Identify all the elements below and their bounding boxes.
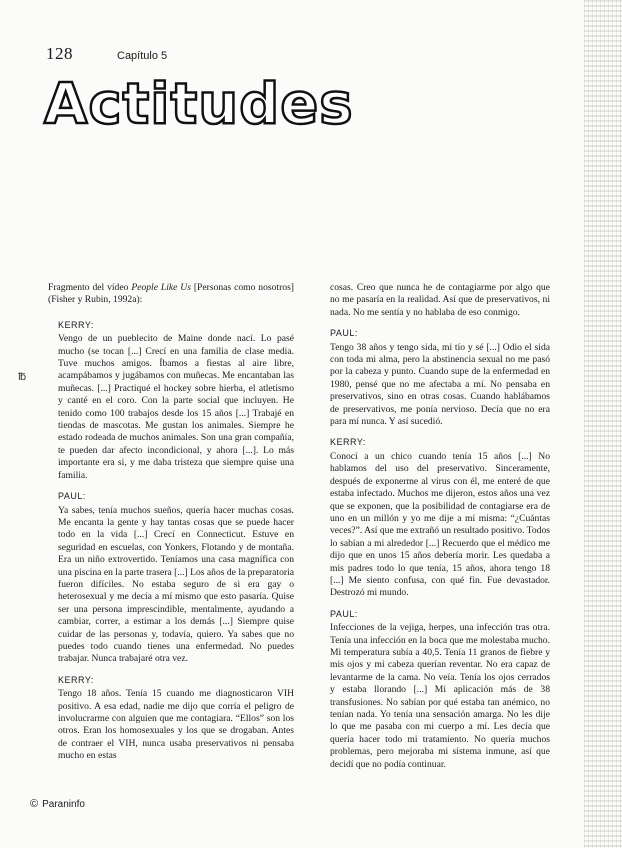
speaker-label: KERRY: bbox=[58, 319, 94, 330]
chapter-label: Capítulo 5 bbox=[117, 50, 168, 62]
page-title: Actitudes bbox=[44, 72, 354, 137]
right-column bbox=[330, 282, 550, 775]
speech-paragraph: cosas. Creo que nunca he de contagiarme por algo que no me pasaría en la realidad. Así que de preservativos, ni nada. No me sentía y no hablaba de eso conmigo. bbox=[330, 282, 550, 318]
page-number: 128 bbox=[46, 44, 73, 63]
publisher-name: Paraninfo bbox=[42, 798, 85, 810]
speaker-label: PAUL: bbox=[330, 608, 358, 619]
speaker-label: KERRY: bbox=[330, 437, 366, 448]
margin-mark-icon: ℔ bbox=[18, 372, 27, 383]
intro-text-before: Fragmento del vídeo bbox=[48, 282, 132, 293]
speaker-label: PAUL: bbox=[58, 491, 86, 502]
speech-paragraph: Ya sabes, tenía muchos sueños, quería hacer muchas cosas. Me encanta la gente y hay tantas cosas que se puede hacer todo en la vida [...] Crecí en Connecticut. Estuve en seguridad en escuelas, con Yonkers, Flotando y de montaña. Era un niño extrovertido. Teníamos una casa magnífica con una piscina en la parte trasera [...] Los años de la preparatoria fueron difíciles. No estaba seguro de si era gay o heterosexual y me decía a mí mismo que esto pasaría. Quise ser una persona imprescindible, mentalmente, ayudando a cambiar, correr, a estimar a los demás [...] Siempre quise cuidar de las personas y, todavía, quiero. Ya sabes que no puedes todo cuando tienes una enfermedad. No puedes trabajar. Nunca trabajaré otra vez. bbox=[58, 504, 295, 665]
intro-paragraph bbox=[48, 282, 294, 307]
page-footer bbox=[30, 798, 85, 810]
left-column bbox=[48, 282, 295, 767]
speech-paragraph: Tengo 18 años. Tenía 15 cuando me diagnosticaron VIH positivo. A esa edad, nadie me dijo que corría el peligro de involucrarme con alguien que me contagiara. “Ellos” son los otros. Eran los homosexuales y los que se drogaban. Antes de contraer el VIH, nunca usaba preservativos ni pensaba mucho en estas bbox=[58, 688, 294, 762]
speech-paragraph: Vengo de un pueblecito de Maine donde nací. Lo pasé mucho (se tocan [...] Crecí en una familia de clase media. Tuve muchos amigos. Íbamos a fiestas al aire libre, acampábamos y jugábamos con muñecas. Me encantaban las muñecas. [...] Practiqué el hockey sobre hierba, el atletismo y canté en el coro. Con la parte social que incluyen. He tenido como 100 trabajos desde los 15 años [...] Trabajé en tiendas de mascotas. Me gustan los animales. Siempre he estado rodeada de muchos animales. Son una gran compañía, te pueden dar afecto incondicional, y ahora [...]. Lo más importante era si, y me daba tristeza que siempre quise una familia. bbox=[58, 333, 294, 481]
page-edge-shadow bbox=[584, 0, 622, 848]
speaker-label: PAUL: bbox=[330, 328, 358, 339]
intro-text-after: [Personas como nosotros] (Fisher y Rubin, 1992a): bbox=[48, 282, 294, 306]
page-header bbox=[46, 44, 167, 64]
film-title: People Like Us bbox=[131, 282, 191, 293]
speech-paragraph: Conocí a un chico cuando tenía 15 años [...] No hablamos del uso del preservativo. Sinceramente, después de exponerme al virus con él, me enteré de que estaba infectado. Muchos me dijeron, estos años una vez que se exponen, que la posibilidad de contagiarse era de uno en un millón y yo me dije a mí misma: “¿Cuántas veces?”. Así que me extrañó un resultado positivo. Todos lo sabían a mi alrededor [...] Recuerdo que el médico me dijo que en unos 15 años debería morir. Les quedaba a mis padres todo lo que tenía, 15 años, ahora tengo 18 [...] Me siento confusa, con qué fin. Fue devastador. Destrozó mi mundo. bbox=[330, 450, 550, 599]
speech-paragraph: Infecciones de la vejiga, herpes, una infección tras otra. Tenía una infección en la boca que me molestaba mucho. Mi temperatura subía a 40,5. Tenía 11 granos de fiebre y mis ojos y mi cabeza querían reventar. No era capaz de levantarme de la cama. No veía. Tenía los ojos cerrados y estaba llorando [...] Mi aplicación más de 38 transfusiones. No sabían por qué estaba tan anémico, no tenían nada. Yo tenía una sensación amarga. No les dije lo que me pasaba con mi cuerpo a mí. Les decía que quería hacer todo mi tratamiento. No quería muchos problemas, pero mejoraba mi sistema inmune, así que decidí que no podía continuar. bbox=[330, 622, 550, 770]
copyright-icon: © bbox=[30, 798, 39, 810]
speaker-label: KERRY: bbox=[58, 674, 94, 685]
speech-paragraph: Tengo 38 años y tengo sida, mi tío y sé [...] Odio el sida con toda mi alma, pero la abstinencia sexual no me pasó por la cabeza y punto. Cuando supe de la enfermedad en 1980, pensé que no me afectaba a mí. No pensaba en preservativos, sino en otras cosas. Cuando hablábamos de preservativos, me ponía nervioso. Decía que no era para mí nunca. Y así sucedió. bbox=[330, 341, 550, 428]
